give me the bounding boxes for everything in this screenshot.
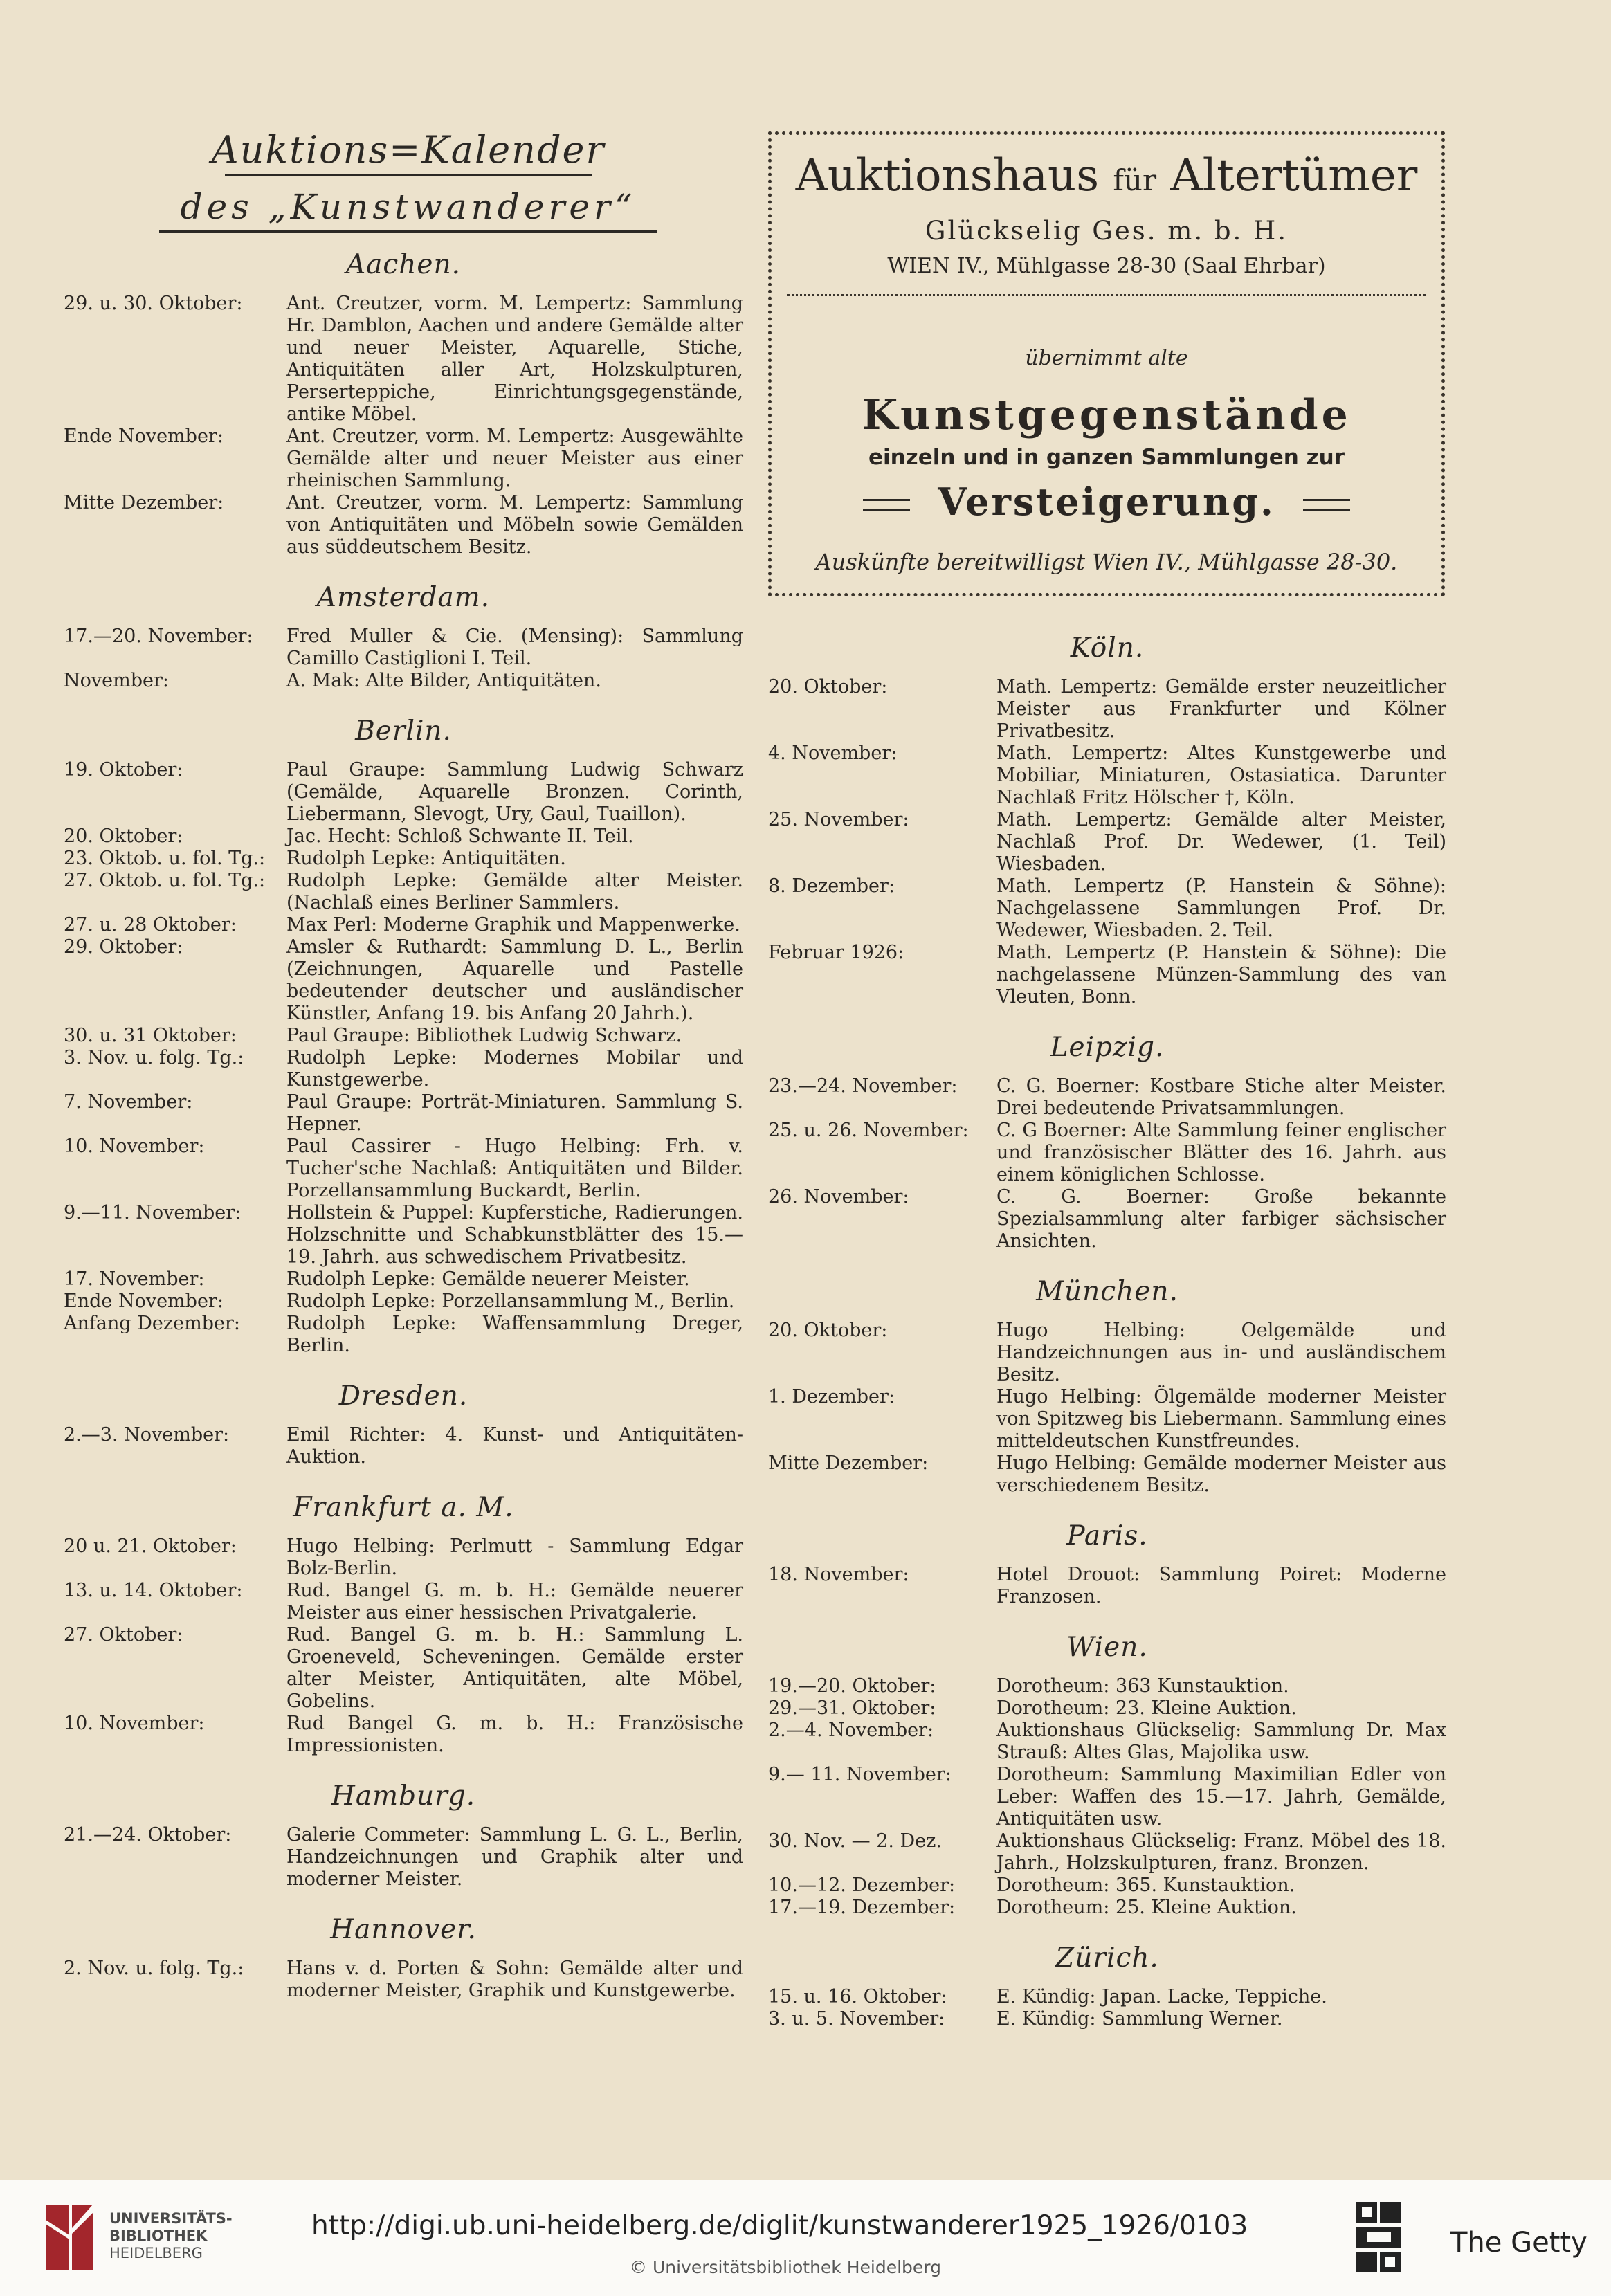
- auction-date: 9.— 11. November:: [768, 1764, 952, 1785]
- auction-entry: [64, 1824, 743, 1890]
- auction-description: Auktionshaus Glückselig: Sammlung Dr. Max Strauß: Altes Glas, Majolika usw.: [996, 1720, 1446, 1763]
- auction-date: 19. Oktober:: [64, 759, 183, 781]
- city-heading: Hannover.: [330, 1914, 477, 1945]
- auction-description: Hollstein & Puppel: Kupferstiche, Radierungen. Holzschnitte und Schabkunstblätter des 15.—19. Jahrh. aus schwedischem Privatbesitz.: [286, 1202, 743, 1268]
- auction-description: C. G. Boerner: Große bekannte Spezialsammlung alter farbiger sächsischer Ansichten.: [996, 1186, 1446, 1252]
- auction-date: 27. Oktober:: [64, 1624, 183, 1646]
- university-library-logo-icon: [42, 2201, 97, 2274]
- auction-entry: [64, 670, 743, 692]
- auction-description: Rudolph Lepke: Modernes Mobilar und Kunstgewerbe.: [286, 1047, 743, 1091]
- auction-date: 18. November:: [768, 1564, 909, 1585]
- auction-entry: [768, 809, 1446, 875]
- auction-description: Ant. Creutzer, vorm. M. Lempertz: Ausgewählte Gemälde alter und neuer Meister aus einer rheinischen Sammlung.: [286, 426, 743, 491]
- auction-description: Rud Bangel G. m. b. H.: Französische Impressionisten.: [286, 1713, 743, 1756]
- auction-entry: [768, 1986, 1446, 2008]
- auction-date: Ende November:: [64, 1291, 224, 1312]
- auction-date: 10.—12. Dezember:: [768, 1875, 956, 1896]
- title-underline-1: [225, 174, 592, 176]
- auction-description: Dorotheum: 365. Kunstauktion.: [996, 1875, 1295, 1896]
- calendar-title-line2: des „Kunstwanderer“: [180, 187, 637, 227]
- auction-entry: [64, 492, 743, 558]
- auction-date: 25. November:: [768, 809, 909, 830]
- auction-entry: [768, 1386, 1446, 1452]
- auction-date: 2.—4. November:: [768, 1720, 934, 1741]
- city-heading: Leipzig.: [1050, 1032, 1165, 1063]
- auction-description: Paul Graupe: Bibliothek Ludwig Schwarz.: [286, 1025, 682, 1046]
- auction-description: Math. Lempertz (P. Hanstein & Söhne): Nachgelassene Sammlungen Prof. Dr. Wedewer, Wiesbaden. 2. Teil.: [996, 875, 1446, 941]
- city-heading: Paris.: [1066, 1520, 1148, 1551]
- auction-description: Hugo Helbing: Gemälde moderner Meister aus verschiedenem Besitz.: [996, 1452, 1446, 1496]
- city-heading: Frankfurt a. M.: [293, 1492, 514, 1523]
- auction-description: Paul Graupe: Sammlung Ludwig Schwarz (Gemälde, Aquarelle Bronzen. Corinth, Liebermann, Slevogt, Ury, Gaul, Tuaillon).: [286, 759, 743, 825]
- auction-description: Jac. Hecht: Schloß Schwante II. Teil.: [286, 826, 634, 847]
- auction-entry: [64, 1291, 743, 1313]
- auction-entry: [64, 1268, 743, 1291]
- calendar-title-line1: Auktions=Kalender: [211, 128, 606, 172]
- city-heading: Dresden.: [338, 1381, 468, 1412]
- auction-entry: [64, 1313, 743, 1357]
- auction-date: 9.—11. November:: [64, 1202, 242, 1223]
- auction-date: 17.—19. Dezember:: [768, 1897, 956, 1918]
- auction-description: Ant. Creutzer, vorm. M. Lempertz: Sammlung von Antiquitäten und Möbeln sowie Gemälden aus süddeutschem Besitz.: [286, 492, 743, 558]
- auction-entry: [64, 293, 743, 426]
- auction-date: 3. Nov. u. folg. Tg.:: [64, 1047, 244, 1068]
- auction-entry: [768, 1564, 1446, 1608]
- auction-description: Paul Cassirer - Hugo Helbing: Frh. v. Tucher'sche Nachlaß: Antiquitäten und Bilder. Porzellansammlung Buckardt, Berlin.: [286, 1136, 743, 1201]
- auction-date: November:: [64, 670, 169, 691]
- auction-entry: [768, 1875, 1446, 1897]
- auction-date: 27. Oktob. u. fol. Tg.:: [64, 870, 266, 891]
- auction-description: Auktionshaus Glückselig: Franz. Möbel des 18. Jahrh., Holzskulpturen, franz. Bronzen.: [996, 1830, 1446, 1874]
- auction-description: Ant. Creutzer, vorm. M. Lempertz: Sammlung Hr. Damblon, Aachen und andere Gemälde alter und neuer Meister, Aquarelle, Stiche, Antiquitäten aller Art, Holzskulpturen, Perserteppiche, Einrichtungsgegenstände, antike Möbel.: [286, 293, 743, 425]
- auction-date: 26. November:: [768, 1186, 909, 1208]
- advert-box: [768, 131, 1445, 596]
- auction-entry: [64, 1424, 743, 1468]
- auction-date: 23. Oktob. u. fol. Tg.:: [64, 848, 266, 869]
- auction-date: 29.—31. Oktober:: [768, 1697, 936, 1719]
- auction-date: 10. November:: [64, 1713, 205, 1734]
- advert-auction-line: [772, 480, 1441, 524]
- auction-date: 29. Oktober:: [64, 936, 183, 958]
- auction-description: Dorotheum: 363 Kunstauktion.: [996, 1675, 1289, 1697]
- advert-address: WIEN IV., Mühlgasse 28-30 (Saal Ehrbar): [887, 254, 1326, 278]
- auction-date: 13. u. 14. Oktober:: [64, 1580, 243, 1601]
- auction-entry: [768, 1830, 1446, 1875]
- auction-entry: [768, 1120, 1446, 1186]
- auction-date: 30. u. 31 Oktober:: [64, 1025, 237, 1046]
- advert-title-rest: Altertümer: [1170, 150, 1418, 201]
- auction-description: Hans v. d. Porten & Sohn: Gemälde alter und moderner Meister, Graphik und Kunstgewerbe.: [286, 1958, 743, 2001]
- auction-entry: [768, 1075, 1446, 1120]
- city-heading: Wien.: [1066, 1632, 1148, 1663]
- getty-logo-icon: [1355, 2201, 1403, 2277]
- advert-equal-left: [863, 499, 910, 511]
- auction-date: 15. u. 16. Oktober:: [768, 1986, 947, 2007]
- calendar-right-column: [768, 609, 1446, 2030]
- auction-description: Math. Lempertz: Gemälde alter Meister, Nachlaß Prof. Dr. Wedewer, (1. Teil) Wiesbaden.: [996, 809, 1446, 875]
- permalink-url[interactable]: http://digi.ub.uni-heidelberg.de/diglit/kunstwanderer1925_1926/0103: [311, 2210, 1248, 2241]
- auction-description: Math. Lempertz (P. Hanstein & Söhne): Die nachgelassene Münzen-Sammlung des van Vleuten, Bonn.: [996, 942, 1446, 1008]
- auction-date: 4. November:: [768, 742, 898, 764]
- auction-date: Mitte Dezember:: [64, 492, 224, 513]
- advert-big: Kunstgegenstände: [862, 391, 1351, 439]
- auction-date: 2.—3. November:: [64, 1424, 230, 1446]
- auction-entry: [64, 1025, 743, 1047]
- auction-entry: [64, 1091, 743, 1136]
- auction-entry: [768, 1764, 1446, 1830]
- auction-entry: [768, 1697, 1446, 1720]
- auction-entry: [768, 1186, 1446, 1252]
- city-heading: Hamburg.: [331, 1780, 476, 1812]
- auction-entry: [64, 936, 743, 1025]
- auction-date: 3. u. 5. November:: [768, 2008, 945, 2030]
- auction-entry: [768, 2008, 1446, 2030]
- auction-description: Rudolph Lepke: Waffensammlung Dreger, Berlin.: [286, 1313, 743, 1356]
- city-heading: München.: [1036, 1276, 1178, 1307]
- footer-bar: [0, 2180, 1611, 2296]
- auction-description: Rudolph Lepke: Porzellansammlung M., Berlin.: [286, 1291, 735, 1312]
- auction-entry: [64, 1202, 743, 1268]
- auction-date: 29. u. 30. Oktober:: [64, 293, 243, 314]
- advert-info: Auskünfte bereitwilligst Wien IV., Mühlgasse 28-30.: [815, 549, 1398, 575]
- auction-entry: [768, 1675, 1446, 1697]
- auction-description: Dorotheum: 25. Kleine Auktion.: [996, 1897, 1297, 1918]
- city-heading: Amsterdam.: [316, 582, 491, 613]
- auction-description: E. Kündig: Japan. Lacke, Teppiche.: [996, 1986, 1327, 2007]
- auction-description: Hugo Helbing: Perlmutt - Sammlung Edgar Bolz-Berlin.: [286, 1536, 743, 1579]
- auction-date: 10. November:: [64, 1136, 205, 1157]
- advert-sub: einzeln und in ganzen Sammlungen zur: [868, 445, 1345, 470]
- auction-date: Anfang Dezember:: [64, 1313, 240, 1334]
- library-line-1: UNIVERSITÄTS-: [109, 2210, 233, 2227]
- advert-equal-right: [1303, 499, 1350, 511]
- auction-entry: [64, 1047, 743, 1091]
- copyright-notice: © Universitätsbibliothek Heidelberg: [630, 2257, 942, 2277]
- auction-description: Hugo Helbing: Oelgemälde und Handzeichnungen aus in- und ausländischem Besitz.: [996, 1320, 1446, 1385]
- auction-date: 21.—24. Oktober:: [64, 1824, 232, 1846]
- auction-entry: [64, 1624, 743, 1713]
- advert-title-main: Auktionshaus: [795, 150, 1100, 201]
- city-heading: Köln.: [1070, 632, 1145, 664]
- auction-date: 19.—20. Oktober:: [768, 1675, 936, 1697]
- auction-entry: [64, 1136, 743, 1202]
- city-heading: Berlin.: [355, 716, 452, 747]
- auction-description: Amsler & Ruthardt: Sammlung D. L., Berlin (Zeichnungen, Aquarelle und Pastelle bedeutender deutscher und ausländischer Künstler, Anfang 19. bis Anfang 20 Jahrh.).: [286, 936, 743, 1024]
- auction-description: Paul Graupe: Porträt-Miniaturen. Sammlung S. Hepner.: [286, 1091, 743, 1135]
- auction-date: Mitte Dezember:: [768, 1452, 929, 1474]
- auction-description: Rudolph Lepke: Antiquitäten.: [286, 848, 566, 869]
- auction-date: 17.—20. November:: [64, 626, 253, 647]
- auction-description: Rudolph Lepke: Gemälde alter Meister. (Nachlaß eines Berliner Sammlers.: [286, 870, 743, 913]
- auction-date: 1. Dezember:: [768, 1386, 895, 1407]
- auction-date: 27. u. 28 Oktober:: [64, 914, 237, 936]
- auction-entry: [768, 942, 1446, 1008]
- auction-entry: [64, 870, 743, 914]
- auction-description: Dorotheum: 23. Kleine Auktion.: [996, 1697, 1297, 1719]
- auction-entry: [64, 1536, 743, 1580]
- auction-date: 30. Nov. — 2. Dez.: [768, 1830, 942, 1852]
- auction-date: 8. Dezember:: [768, 875, 895, 897]
- auction-description: Rud. Bangel G. m. b. H.: Gemälde neuerer Meister aus einer hessischen Privatgalerie.: [286, 1580, 743, 1623]
- auction-entry: [768, 1320, 1446, 1386]
- auction-date: 7. November:: [64, 1091, 193, 1113]
- auction-entry: [768, 1897, 1446, 1919]
- auction-date: 25. u. 26. November:: [768, 1120, 969, 1141]
- auction-description: Dorotheum: Sammlung Maximilian Edler von Leber: Waffen des 15.—17. Jahrh, Gemälde, Antiquitäten usw.: [996, 1764, 1446, 1830]
- auction-date: 17. November:: [64, 1268, 205, 1290]
- advert-company: Glückselig Ges. m. b. H.: [925, 216, 1289, 246]
- auction-description: Galerie Commeter: Sammlung L. G. L., Berlin, Handzeichnungen und Graphik alter und moderner Meister.: [286, 1824, 743, 1890]
- auction-entry: [768, 1452, 1446, 1497]
- advert-auction: Versteigerung.: [938, 480, 1275, 524]
- advert-divider: [787, 294, 1426, 296]
- auction-description: Hotel Drouot: Sammlung Poiret: Moderne Franzosen.: [996, 1564, 1446, 1607]
- city-heading: Zürich.: [1055, 1942, 1159, 1974]
- auction-description: A. Mak: Alte Bilder, Antiquitäten.: [286, 670, 601, 691]
- auction-date: Ende November:: [64, 426, 224, 447]
- advert-title-fuer: für: [1113, 163, 1157, 197]
- auction-entry: [768, 875, 1446, 942]
- auction-entry: [64, 759, 743, 826]
- auction-entry: [768, 1720, 1446, 1764]
- auction-date: 20. Oktober:: [768, 1320, 888, 1341]
- title-underline-2: [159, 230, 657, 233]
- auction-date: 2. Nov. u. folg. Tg.:: [64, 1958, 244, 1979]
- auction-description: C. G Boerner: Alte Sammlung feiner englischer und französischer Blätter des 16. Jahrh. aus einem königlichen Schlosse.: [996, 1120, 1446, 1185]
- auction-entry: [768, 742, 1446, 809]
- auction-date: 20. Oktober:: [64, 826, 183, 847]
- auction-date: 20. Oktober:: [768, 676, 888, 698]
- auction-entry: [64, 1580, 743, 1624]
- auction-description: C. G. Boerner: Kostbare Stiche alter Meister. Drei bedeutende Privatsammlungen.: [996, 1075, 1446, 1119]
- auction-entry: [64, 914, 743, 936]
- auction-description: Hugo Helbing: Ölgemälde moderner Meister von Spitzweg bis Liebermann. Sammlung eines mitteldeutschen Kunstfreundes.: [996, 1386, 1446, 1452]
- calendar-left-column: [64, 249, 743, 2002]
- auction-description: Rudolph Lepke: Gemälde neuerer Meister.: [286, 1268, 690, 1290]
- auction-entry: [64, 1713, 743, 1757]
- auction-description: Emil Richter: 4. Kunst- und Antiquitäten-Auktion.: [286, 1424, 743, 1468]
- auction-description: Math. Lempertz: Gemälde erster neuzeitlicher Meister aus Frankfurter und Kölner Privatbesitz.: [996, 676, 1446, 742]
- library-line-2: BIBLIOTHEK: [109, 2227, 208, 2244]
- auction-date: 23.—24. November:: [768, 1075, 958, 1097]
- auction-entry: [64, 626, 743, 670]
- advert-title: [772, 150, 1441, 206]
- auction-date: Februar 1926:: [768, 942, 904, 963]
- auction-description: Fred Muller & Cie. (Mensing): Sammlung Camillo Castiglioni I. Teil.: [286, 626, 743, 669]
- auction-entry: [768, 676, 1446, 742]
- library-name: [109, 2210, 233, 2262]
- auction-description: Rud. Bangel G. m. b. H.: Sammlung L. Groeneveld, Scheveningen. Gemälde erster alter Meister, Antiquitäten, alte Möbel, Gobelins.: [286, 1624, 743, 1712]
- auction-entry: [64, 426, 743, 492]
- auction-entry: [64, 848, 743, 870]
- auction-entry: [64, 1958, 743, 2002]
- city-heading: Aachen.: [346, 249, 461, 280]
- auction-description: Max Perl: Moderne Graphik und Mappenwerke.: [286, 914, 740, 936]
- auction-date: 20 u. 21. Oktober:: [64, 1536, 237, 1557]
- getty-name: The Getty: [1450, 2227, 1587, 2259]
- auction-entry: [64, 826, 743, 848]
- advert-takes: übernimmt alte: [1025, 346, 1188, 370]
- auction-description: Math. Lempertz: Altes Kunstgewerbe und Mobiliar, Miniaturen, Ostasiatica. Darunter Nachlaß Fritz Hölscher †, Köln.: [996, 742, 1446, 808]
- calendar-heading: [138, 128, 678, 227]
- auction-description: E. Kündig: Sammlung Werner.: [996, 2008, 1283, 2030]
- library-line-3: HEIDELBERG: [109, 2245, 203, 2261]
